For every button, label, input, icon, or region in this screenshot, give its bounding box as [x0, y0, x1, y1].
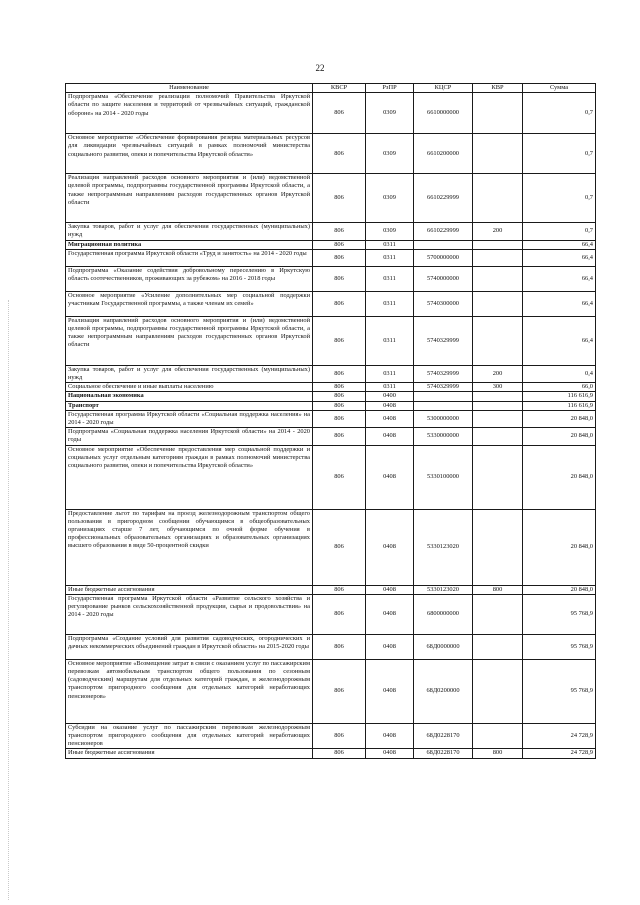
cell-rzpr: 0400 — [366, 392, 414, 401]
cell-kvr — [473, 249, 523, 266]
cell-kcsr: 5700000000 — [414, 249, 473, 266]
cell-kvr — [473, 401, 523, 410]
cell-rzpr: 0408 — [366, 659, 414, 723]
cell-kvr: 800 — [473, 585, 523, 594]
cell-kvsr: 806 — [313, 509, 366, 585]
cell-sum: 0,7 — [523, 223, 596, 240]
cell-rzpr: 0408 — [366, 401, 414, 410]
cell-kvsr: 806 — [313, 291, 366, 316]
header-kcsr: КЦСР — [414, 84, 473, 93]
cell-kcsr: 5740329999 — [414, 316, 473, 365]
cell-rzpr: 0408 — [366, 723, 414, 749]
cell-kvsr: 806 — [313, 316, 366, 365]
cell-name: Государственная программа Иркутской области «Развитие сельского хозяйства и регулирование рынков сельскохозяйственной продукции, сырья и продовольствия» на 2014 - 2020 годы — [66, 594, 313, 634]
cell-rzpr: 0309 — [366, 223, 414, 240]
cell-rzpr: 0408 — [366, 594, 414, 634]
cell-rzpr: 0408 — [366, 585, 414, 594]
cell-kvr — [473, 509, 523, 585]
cell-name: Национальная экономика — [66, 392, 313, 401]
cell-kcsr: 5740329999 — [414, 383, 473, 392]
cell-name: Подпрограмма «Социальная поддержка населения Иркутской области» на 2014 - 2020 годы — [66, 428, 313, 445]
cell-kcsr: 5740329999 — [414, 365, 473, 382]
cell-sum: 95 768,9 — [523, 659, 596, 723]
table-body — [66, 93, 596, 758]
table-row — [66, 659, 596, 723]
cell-sum: 0,7 — [523, 174, 596, 223]
cell-kvsr: 806 — [313, 723, 366, 749]
cell-sum: 20 848,0 — [523, 585, 596, 594]
cell-sum: 24 728,9 — [523, 723, 596, 749]
table-row — [66, 383, 596, 392]
cell-rzpr: 0311 — [366, 266, 414, 291]
cell-rzpr: 0408 — [366, 428, 414, 445]
cell-kcsr: 6610229999 — [414, 174, 473, 223]
page-number: 22 — [315, 63, 325, 73]
cell-name: Социальное обеспечение и иные выплаты населению — [66, 383, 313, 392]
cell-kvsr: 806 — [313, 240, 366, 249]
table-row — [66, 240, 596, 249]
table-row — [66, 316, 596, 365]
cell-rzpr: 0311 — [366, 365, 414, 382]
cell-kvr — [473, 428, 523, 445]
cell-kvsr: 806 — [313, 249, 366, 266]
cell-sum: 95 768,9 — [523, 634, 596, 659]
cell-name: Основное мероприятие «Обеспечение предоставления мер социальной поддержки и социальных услуг отдельным категориям граждан в рамках полномочий министерства социального развития, опеки и попечительства Иркутской области» — [66, 445, 313, 509]
table-row — [66, 134, 596, 174]
cell-name: Основное мероприятие «Возмещение затрат в связи с оказанием услуг по пассажирским перевозкам автомобильным транспортом общего пользования по сезонным (садоводческим) маршрутам для отдельных категорий граждан, и железнодорожным транспортом пригородного сообщения для отдельных категорий неработающих пенсионеров» — [66, 659, 313, 723]
cell-kcsr — [414, 401, 473, 410]
cell-kcsr — [414, 240, 473, 249]
cell-kcsr: 5300000000 — [414, 410, 473, 427]
table-row — [66, 365, 596, 382]
cell-sum: 0,4 — [523, 365, 596, 382]
table-row — [66, 585, 596, 594]
table-row — [66, 723, 596, 749]
cell-kvsr: 806 — [313, 223, 366, 240]
cell-rzpr: 0408 — [366, 509, 414, 585]
cell-kcsr: 6610200000 — [414, 134, 473, 174]
cell-kvr — [473, 392, 523, 401]
cell-kvsr: 806 — [313, 93, 366, 134]
cell-kvsr: 806 — [313, 749, 366, 758]
table-row — [66, 594, 596, 634]
cell-kvr — [473, 659, 523, 723]
cell-rzpr: 0311 — [366, 249, 414, 266]
cell-sum: 66,4 — [523, 249, 596, 266]
cell-rzpr: 0311 — [366, 383, 414, 392]
cell-kvr — [473, 316, 523, 365]
cell-name: Закупка товаров, работ и услуг для обеспечения государственных (муниципальных) нужд — [66, 365, 313, 382]
cell-kcsr: 5330100000 — [414, 445, 473, 509]
table-row — [66, 634, 596, 659]
cell-rzpr: 0309 — [366, 93, 414, 134]
cell-name: Субсидии на оказание услуг по пассажирским перевозкам железнодорожным транспортом пригородного сообщения для отдельных категорий неработающих пенсионеров — [66, 723, 313, 749]
cell-kcsr: 6610229999 — [414, 223, 473, 240]
budget-table — [65, 83, 596, 759]
cell-kvr: 200 — [473, 365, 523, 382]
table-row — [66, 249, 596, 266]
table-row — [66, 266, 596, 291]
cell-kvr — [473, 723, 523, 749]
cell-kcsr: 68Д0000000 — [414, 634, 473, 659]
cell-kcsr: 68Д0228170 — [414, 723, 473, 749]
cell-sum: 24 728,9 — [523, 749, 596, 758]
table-header-row — [66, 84, 596, 93]
cell-sum: 116 616,9 — [523, 392, 596, 401]
cell-sum: 66,4 — [523, 240, 596, 249]
cell-kcsr: 68Д0200000 — [414, 659, 473, 723]
cell-kvsr: 806 — [313, 365, 366, 382]
cell-kcsr: 68Д0228170 — [414, 749, 473, 758]
cell-name: Подпрограмма «Создание условий для развития садоводческих, огороднических и дачных некоммерческих объединений граждан в Иркутской области» на 2015-2020 годы — [66, 634, 313, 659]
cell-rzpr: 0309 — [366, 134, 414, 174]
table-row — [66, 749, 596, 758]
cell-name: Подпрограмма «Обеспечение реализации полномочий Правительства Иркутской области по защите населения и территорий от чрезвычайных ситуаций, гражданской обороне» на 2014 - 2020 годы — [66, 93, 313, 134]
cell-sum: 20 848,0 — [523, 509, 596, 585]
table-row — [66, 401, 596, 410]
cell-name: Закупка товаров, работ и услуг для обеспечения государственных (муниципальных) нужд — [66, 223, 313, 240]
cell-name: Иные бюджетные ассигнования — [66, 585, 313, 594]
cell-name: Миграционная политика — [66, 240, 313, 249]
cell-kvsr: 806 — [313, 383, 366, 392]
table-row — [66, 509, 596, 585]
cell-kvr — [473, 291, 523, 316]
table-row — [66, 223, 596, 240]
header-sum: Сумма — [523, 84, 596, 93]
cell-kvr — [473, 594, 523, 634]
cell-kvr — [473, 634, 523, 659]
cell-kvr — [473, 266, 523, 291]
cell-rzpr: 0408 — [366, 410, 414, 427]
cell-name: Основное мероприятие «Усиление дополнительных мер социальной поддержки участникам Государственной программы, а также членам их семей» — [66, 291, 313, 316]
cell-rzpr: 0309 — [366, 174, 414, 223]
cell-sum: 95 768,9 — [523, 594, 596, 634]
cell-rzpr: 0311 — [366, 291, 414, 316]
cell-kvsr: 806 — [313, 428, 366, 445]
cell-kvr — [473, 445, 523, 509]
cell-kcsr — [414, 392, 473, 401]
cell-sum: 66,4 — [523, 266, 596, 291]
table-row — [66, 174, 596, 223]
table-row — [66, 445, 596, 509]
table-row — [66, 392, 596, 401]
cell-kvsr: 806 — [313, 392, 366, 401]
cell-rzpr: 0311 — [366, 240, 414, 249]
cell-sum: 66,4 — [523, 316, 596, 365]
header-kvr: КВР — [473, 84, 523, 93]
cell-kcsr: 5330123020 — [414, 509, 473, 585]
cell-kvr: 300 — [473, 383, 523, 392]
cell-name: Иные бюджетные ассигнования — [66, 749, 313, 758]
cell-kvsr: 806 — [313, 134, 366, 174]
cell-name: Подпрограмма «Оказание содействия добровольному переселению в Иркутскую область соотечественников, проживающих за рубежом» на 2016 - 2018 годы — [66, 266, 313, 291]
cell-kvr — [473, 240, 523, 249]
cell-sum: 66,4 — [523, 291, 596, 316]
cell-kcsr: 6610000000 — [414, 93, 473, 134]
cell-kcsr: 5330123020 — [414, 585, 473, 594]
cell-kvr: 800 — [473, 749, 523, 758]
cell-kvr — [473, 410, 523, 427]
cell-name: Государственная программа Иркутской области «Труд и занятость» на 2014 - 2020 годы — [66, 249, 313, 266]
cell-kvsr: 806 — [313, 659, 366, 723]
cell-name: Реализация направлений расходов основного мероприятия и (или) ведомственной целевой программы, подпрограммы государственной программы Иркутской области, а также непрограммным направлениям расходов государственных органов Иркутской области — [66, 316, 313, 365]
cell-rzpr: 0408 — [366, 634, 414, 659]
cell-name: Предоставление льгот по тарифам на проезд железнодорожным транспортом общего пользования в пригородном сообщении обучающимся в общеобразовательных организациях старше 7 лет, обучающимся по очной форме обучения в профессиональных образовательных организациях и образовательных организациях высшего образования в виде 50-процентной скидки — [66, 509, 313, 585]
cell-kvsr: 806 — [313, 594, 366, 634]
cell-kcsr: 5740300000 — [414, 291, 473, 316]
table-row — [66, 428, 596, 445]
cell-sum: 20 848,0 — [523, 428, 596, 445]
cell-kvsr: 806 — [313, 410, 366, 427]
cell-kvr: 200 — [473, 223, 523, 240]
cell-sum: 66,0 — [523, 383, 596, 392]
cell-kcsr: 5330000000 — [414, 428, 473, 445]
header-kvsr: КВСР — [313, 84, 366, 93]
cell-kvr — [473, 174, 523, 223]
cell-name: Реализация направлений расходов основного мероприятия и (или) ведомственной целевой программы, подпрограммы государственной программы Иркутской области, а также непрограммным направлениям расходов государственных органов Иркутской области — [66, 174, 313, 223]
cell-kvsr: 806 — [313, 585, 366, 594]
cell-sum: 0,7 — [523, 134, 596, 174]
cell-kvr — [473, 134, 523, 174]
cell-rzpr: 0408 — [366, 749, 414, 758]
cell-kvsr: 806 — [313, 445, 366, 509]
cell-kcsr: 5740000000 — [414, 266, 473, 291]
cell-sum: 116 616,9 — [523, 401, 596, 410]
scan-margin-marks — [8, 300, 12, 900]
header-rzpr: РзПР — [366, 84, 414, 93]
cell-kvr — [473, 93, 523, 134]
cell-name: Основное мероприятие «Обеспечение формирования резерва материальных ресурсов для ликвидации чрезвычайных ситуаций в рамках полномочий министерства социального развития, опеки и попечительства Иркутской области» — [66, 134, 313, 174]
table-row — [66, 93, 596, 134]
header-name: Наименование — [66, 84, 313, 93]
cell-kvsr: 806 — [313, 174, 366, 223]
table-row — [66, 291, 596, 316]
cell-kcsr: 6800000000 — [414, 594, 473, 634]
cell-sum: 0,7 — [523, 93, 596, 134]
cell-rzpr: 0311 — [366, 316, 414, 365]
table-row — [66, 410, 596, 427]
cell-rzpr: 0408 — [366, 445, 414, 509]
cell-kvsr: 806 — [313, 266, 366, 291]
cell-name: Транспорт — [66, 401, 313, 410]
cell-kvsr: 806 — [313, 401, 366, 410]
cell-sum: 20 848,0 — [523, 445, 596, 509]
cell-name: Государственная программа Иркутской области «Социальная поддержка населения» на 2014 - 2020 годы — [66, 410, 313, 427]
cell-kvsr: 806 — [313, 634, 366, 659]
cell-sum: 20 848,0 — [523, 410, 596, 427]
